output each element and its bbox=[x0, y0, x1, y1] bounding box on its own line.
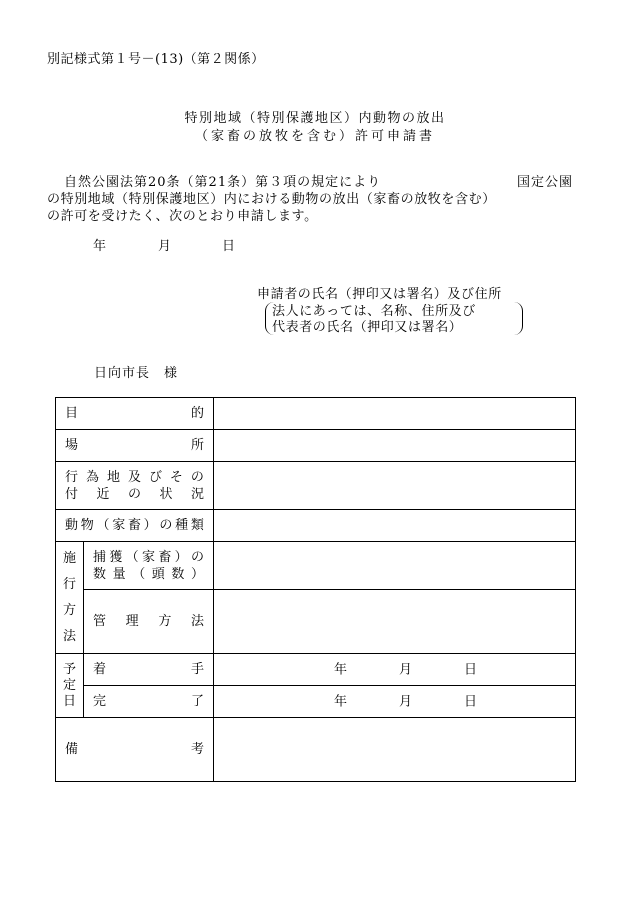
capture-line2-char: ） bbox=[190, 566, 204, 582]
capture-line1-char: の bbox=[190, 549, 204, 565]
start-char: 着 bbox=[93, 661, 107, 677]
method-group-char: 施 bbox=[62, 550, 76, 566]
applicant-corp-note-line1: 法人にあっては、名称、住所及び bbox=[272, 304, 476, 319]
site-line1-char: の bbox=[190, 469, 204, 485]
body-text-park-type: 国定公園 bbox=[517, 175, 574, 190]
capture-label bbox=[84, 542, 214, 590]
method-group-char: 方 bbox=[62, 602, 76, 618]
applicant-label: 申請者の氏名（押印又は署名）及び住所 bbox=[257, 287, 502, 302]
capture-line2-char: （ bbox=[132, 566, 146, 582]
location-label bbox=[56, 430, 214, 462]
form-title-line1: 特別地域（特別保護地区）内動物の放出 bbox=[184, 111, 446, 126]
purpose-char: 目 bbox=[65, 405, 79, 421]
capture-field[interactable] bbox=[214, 542, 576, 590]
site-line2-char: 付 bbox=[65, 486, 79, 502]
start-date-month: 月 bbox=[399, 662, 413, 677]
capture-line1-char: 家 bbox=[141, 549, 155, 565]
completion-date-month: 月 bbox=[399, 694, 413, 709]
location-char: 場 bbox=[65, 437, 79, 453]
start-char: 手 bbox=[190, 661, 204, 677]
animal-type-label bbox=[56, 510, 214, 542]
site-line1-char: 及 bbox=[127, 469, 141, 485]
body-text-line3: の許可を受けたく、次のとおり申請します。 bbox=[47, 209, 318, 224]
completion-date-field[interactable] bbox=[214, 686, 576, 718]
start-date-day: 日 bbox=[464, 662, 478, 677]
animal-type-char: 畜 bbox=[127, 517, 141, 533]
row-site bbox=[56, 462, 576, 510]
row-start bbox=[56, 654, 576, 686]
animal-type-char: の bbox=[159, 517, 173, 533]
site-line2-char: 近 bbox=[96, 486, 110, 502]
application-date-year: 年 bbox=[93, 239, 107, 254]
row-management bbox=[56, 590, 576, 654]
row-location bbox=[56, 430, 576, 462]
schedule-group-char: 日 bbox=[62, 693, 76, 709]
animal-type-char: ） bbox=[143, 517, 157, 533]
row-completion bbox=[56, 686, 576, 718]
application-form-table bbox=[55, 397, 576, 782]
application-date-day: 日 bbox=[222, 239, 236, 254]
site-line1-char: 行 bbox=[65, 469, 79, 485]
site-line1-char: び bbox=[148, 469, 162, 485]
capture-line1-char: 獲 bbox=[109, 549, 123, 565]
animal-type-char: 類 bbox=[190, 517, 204, 533]
capture-line2-char: 頭 bbox=[151, 566, 165, 582]
animal-type-char: 物 bbox=[80, 517, 94, 533]
row-purpose bbox=[56, 398, 576, 430]
remarks-char: 考 bbox=[190, 741, 204, 757]
method-group-char: 行 bbox=[62, 576, 76, 592]
site-line1-char: 為 bbox=[85, 469, 99, 485]
site-line1-char: そ bbox=[169, 469, 183, 485]
site-field[interactable] bbox=[214, 462, 576, 510]
management-char: 法 bbox=[190, 613, 204, 629]
location-field[interactable] bbox=[214, 430, 576, 462]
completion-date-year: 年 bbox=[334, 694, 348, 709]
start-date-field[interactable] bbox=[214, 654, 576, 686]
method-group-label bbox=[56, 542, 84, 654]
site-line2-char: 況 bbox=[190, 486, 204, 502]
animal-type-char: 家 bbox=[112, 517, 126, 533]
management-char: 理 bbox=[125, 613, 139, 629]
site-label bbox=[56, 462, 214, 510]
location-char: 所 bbox=[190, 437, 204, 453]
purpose-label bbox=[56, 398, 214, 430]
capture-line2-char: 数 bbox=[93, 566, 107, 582]
site-line1-char: 地 bbox=[106, 469, 120, 485]
capture-line2-char: 量 bbox=[112, 566, 126, 582]
completion-char: 了 bbox=[190, 693, 204, 709]
capture-line1-char: 畜 bbox=[158, 549, 172, 565]
addressee: 日向市長 様 bbox=[94, 366, 179, 381]
start-date-year: 年 bbox=[334, 662, 348, 677]
completion-date-day: 日 bbox=[464, 694, 478, 709]
capture-line1-char: ） bbox=[174, 549, 188, 565]
remarks-label bbox=[56, 718, 214, 782]
remarks-field[interactable] bbox=[214, 718, 576, 782]
management-field[interactable] bbox=[214, 590, 576, 654]
body-text-line1: 自然公園法第20条（第21条）第３項の規定により bbox=[64, 175, 382, 190]
schedule-group-char: 定 bbox=[62, 677, 76, 693]
completion-label bbox=[84, 686, 214, 718]
schedule-group-char: 予 bbox=[62, 661, 76, 677]
management-label bbox=[84, 590, 214, 654]
row-capture bbox=[56, 542, 576, 590]
schedule-group-label bbox=[56, 654, 84, 718]
form-title-line2: （家畜の放牧を含む）許可申請書 bbox=[194, 129, 435, 144]
capture-line1-char: 捕 bbox=[93, 549, 107, 565]
management-char: 管 bbox=[93, 613, 107, 629]
row-animal-type bbox=[56, 510, 576, 542]
site-line2-char: 状 bbox=[159, 486, 173, 502]
row-remarks bbox=[56, 718, 576, 782]
application-date-month: 月 bbox=[158, 239, 172, 254]
site-line2-char: の bbox=[127, 486, 141, 502]
animal-type-field[interactable] bbox=[214, 510, 576, 542]
method-group-char: 法 bbox=[62, 628, 76, 644]
applicant-corp-note-line2: 代表者の氏名（押印又は署名） bbox=[272, 320, 463, 335]
remarks-char: 備 bbox=[65, 741, 79, 757]
completion-char: 完 bbox=[93, 693, 107, 709]
capture-line1-char: （ bbox=[125, 549, 139, 565]
animal-type-char: 動 bbox=[65, 517, 79, 533]
purpose-field[interactable] bbox=[214, 398, 576, 430]
capture-line2-char: 数 bbox=[171, 566, 185, 582]
body-text-line2: の特別地域（特別保護地区）内における動物の放出（家畜の放牧を含む） bbox=[47, 192, 496, 207]
start-label bbox=[84, 654, 214, 686]
purpose-char: 的 bbox=[190, 405, 204, 421]
animal-type-char: 種 bbox=[175, 517, 189, 533]
management-char: 方 bbox=[158, 613, 172, 629]
form-number: 別記様式第１号－(13)（第２関係） bbox=[47, 52, 265, 67]
animal-type-char: （ bbox=[96, 517, 110, 533]
